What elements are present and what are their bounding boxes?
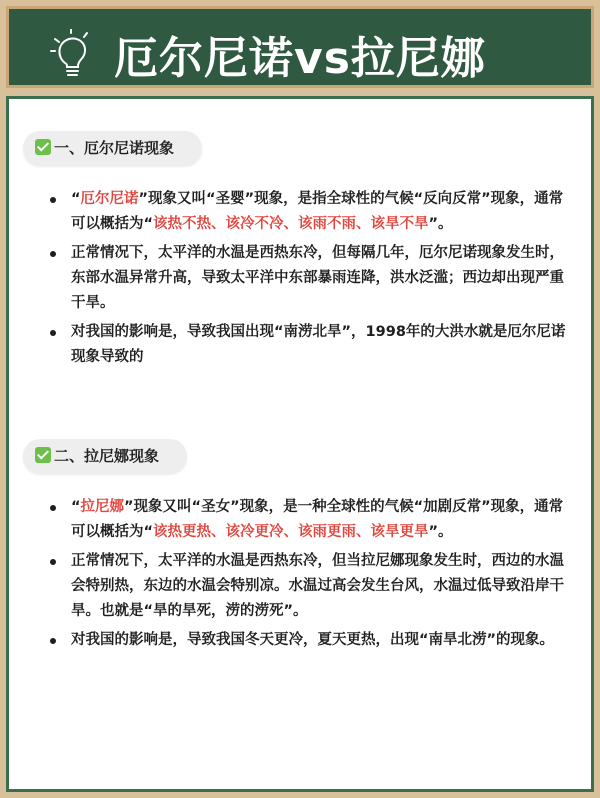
bullet-text-end: ”。: [428, 524, 453, 540]
bullet-text: ”现象又叫“圣婴”现象，是指全球性的气候“反向反常”现象，通常可以概括为“: [71, 191, 564, 232]
highlight-phrase: 该热更热、该冷更冷、该雨更雨、该旱更旱: [153, 524, 429, 540]
content-card: [6, 96, 594, 792]
highlight-term: 拉尼娜: [80, 499, 125, 515]
bullet-text-end: ”。: [428, 216, 453, 232]
quote-mark: “: [71, 191, 81, 207]
title-banner: [6, 6, 594, 88]
bullet-text: ”现象又叫“圣女”现象，是一种全球性的气候“加剧反常”现象，通常可以概括为“: [71, 499, 564, 540]
check-icon: [35, 447, 51, 463]
section-heading-la-nina: [23, 439, 187, 473]
page-title: 厄尔尼诺vs拉尼娜: [114, 33, 486, 84]
bullet-text: 对我国的影响是，导致我国冬天更冷，夏天更热，出现“南旱北涝”的现象。: [71, 632, 555, 648]
list-item: [49, 495, 569, 545]
bullet-text: 对我国的影响是，导致我国出现“南涝北旱”，1998年的大洪水就是厄尔尼诺现象导致的: [71, 324, 566, 365]
list-item: [49, 241, 569, 316]
check-icon: [35, 139, 51, 155]
highlight-phrase: 该热不热、该冷不冷、该雨不雨、该旱不旱: [153, 216, 429, 232]
highlight-term: 厄尔尼诺: [80, 191, 139, 207]
list-item: [49, 320, 569, 370]
list-item: [49, 187, 569, 237]
la-nina-bullet-list: [49, 495, 569, 657]
list-item: [49, 628, 569, 653]
bullet-text: 正常情况下，太平洋的水温是西热东冷，但当拉尼娜现象发生时，西边的水温会特别热，东边的水温会特别凉。水温过高会发生台风，水温过低导致沿岸干旱。也就是“旱的旱死，涝的涝死”。: [71, 553, 564, 619]
bullet-text: 正常情况下，太平洋的水温是西热东冷，但每隔几年，厄尔尼诺现象发生时，东部水温异常升高，导致太平洋中东部暴雨连降，洪水泛滥；西边却出现严重干旱。: [71, 245, 564, 311]
quote-mark: “: [71, 499, 81, 515]
section-heading-label: 一、厄尔尼诺现象: [54, 139, 175, 157]
section-heading-label: 二、拉尼娜现象: [54, 447, 160, 465]
list-item: [49, 549, 569, 624]
el-nino-bullet-list: [49, 187, 569, 374]
section-heading-el-nino: [23, 131, 202, 165]
